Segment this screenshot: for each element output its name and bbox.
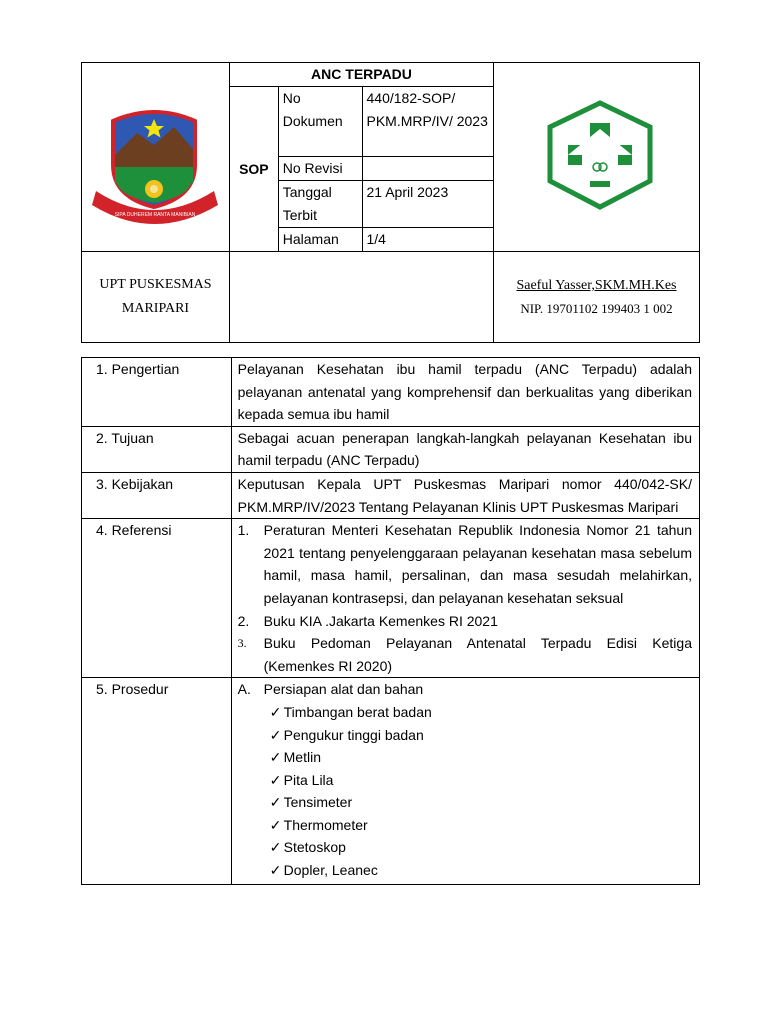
regional-coat-of-arms-icon [82, 79, 228, 235]
signatory-name: Saeful Yasser,SKM.MH.Kes [516, 278, 677, 293]
organization-name [82, 252, 230, 343]
checkmark-icon: ✓ [269, 726, 282, 743]
section-referensi [82, 519, 700, 678]
section-prosedur [82, 678, 700, 884]
checklist-item [238, 814, 692, 837]
signatory-block [493, 252, 699, 343]
section-label: 3. Kebijakan [82, 472, 232, 518]
checklist-text: Dopler, Leanec [283, 862, 378, 879]
checklist-item [238, 791, 692, 814]
signatory-nip: NIP. 19701102 199403 1 002 [520, 301, 673, 316]
checklist-item [238, 859, 692, 882]
reference-text: Peraturan Menteri Kesehatan Republik Indonesia Nomor 21 tahun 2021 tentang penyelenggaraan pelayanan kesehatan masa sebelum hamil, masa hamil, persalinan, dan masa sesudah melahirkan, pelayanan kontrasepsi, dan pelayanan kesehatan seksual [263, 522, 692, 606]
checklist-item [238, 836, 692, 859]
checkmark-icon: ✓ [269, 862, 282, 879]
section-text: Keputusan Kepala UPT Puskesmas Maripari nomor 440/042-SK/ PKM.MRP/IV/2023 Tentang Pelayanan Klinis UPT Puskesmas Maripari [231, 472, 699, 518]
section-label: 5. Prosedur [82, 678, 232, 884]
procedure-body [231, 678, 699, 884]
checklist-text: Pita Lila [283, 771, 334, 788]
checklist-text: Stetoskop [283, 839, 346, 856]
reference-item [238, 610, 692, 633]
reference-number: 3. [237, 636, 247, 651]
meta-value-no-revisi [362, 157, 493, 181]
reference-text: Buku Pedoman Pelayanan Antenatal Terpadu Edisi Ketiga (Kemenkes RI 2020) [263, 635, 692, 674]
meta-label-no-revisi: No Revisi [278, 157, 362, 181]
sop-header-table [81, 62, 700, 343]
checklist-text: Tensimeter [283, 794, 353, 811]
meta-label-no-dokumen: No Dokumen [278, 87, 362, 157]
procedure-step [238, 678, 692, 701]
right-logo-cell [493, 63, 699, 252]
reference-list [231, 519, 699, 678]
checklist-item [238, 724, 692, 747]
checkmark-icon: ✓ [269, 794, 282, 811]
sop-label: SOP [229, 87, 278, 252]
section-tujuan [82, 426, 700, 472]
puskesmas-cross-logo-icon [494, 77, 698, 237]
organization-line-2: MARIPARI [121, 301, 190, 316]
section-label: 4. Referensi [82, 519, 232, 678]
section-label: 2. Tujuan [82, 426, 232, 472]
checklist-item [238, 746, 692, 769]
section-kebijakan [82, 472, 700, 518]
checkmark-icon: ✓ [269, 839, 282, 856]
section-text: Sebagai acuan penerapan langkah-langkah pelayanan Kesehatan ibu hamil terpadu (ANC Terpadu) [231, 426, 699, 472]
checkmark-icon: ✓ [269, 771, 282, 788]
section-label: 1. Pengertian [82, 358, 232, 427]
meta-label-tanggal-terbit: Tanggal Terbit [278, 181, 362, 228]
step-title: Persiapan alat dan bahan [263, 681, 424, 698]
meta-value-no-dokumen: 440/182-SOP/ PKM.MRP/IV/ 2023 [362, 87, 493, 157]
checkmark-icon: ✓ [269, 703, 282, 720]
meta-value-halaman: 1/4 [362, 228, 493, 252]
checklist-item [238, 769, 692, 792]
step-letter: A. [237, 681, 251, 698]
reference-number: 1. [237, 522, 250, 539]
checklist-text: Pengukur tinggi badan [283, 726, 424, 743]
reference-number: 2. [237, 612, 250, 629]
checkmark-icon: ✓ [269, 749, 282, 766]
meta-value-tanggal-terbit: 21 April 2023 [362, 181, 493, 228]
section-pengertian [82, 358, 700, 427]
checkmark-icon: ✓ [269, 816, 282, 833]
left-logo-cell [82, 63, 230, 252]
ribbon-text: SIPA DUHEREM RANTA MANIBIAN [114, 212, 196, 218]
organization-line-1: UPT PUSKESMAS [99, 277, 212, 292]
meta-label-halaman: Halaman [278, 228, 362, 252]
checklist-text: Timbangan berat badan [283, 703, 432, 720]
section-text: Pelayanan Kesehatan ibu hamil terpadu (ANC Terpadu) adalah pelayanan antenatal yang komprehensif dan berkualitas yang diberikan kepada semua ibu hamil [231, 358, 699, 427]
reference-item [238, 519, 692, 609]
checklist-item [238, 701, 692, 724]
blank-cell [229, 252, 493, 343]
reference-item [238, 632, 692, 677]
document-title: ANC TERPADU [229, 63, 493, 87]
sop-content-table [81, 357, 700, 885]
checklist-text: Thermometer [283, 816, 368, 833]
reference-text: Buku KIA .Jakarta Kemenkes RI 2021 [263, 612, 498, 629]
checklist-text: Metlin [283, 749, 321, 766]
